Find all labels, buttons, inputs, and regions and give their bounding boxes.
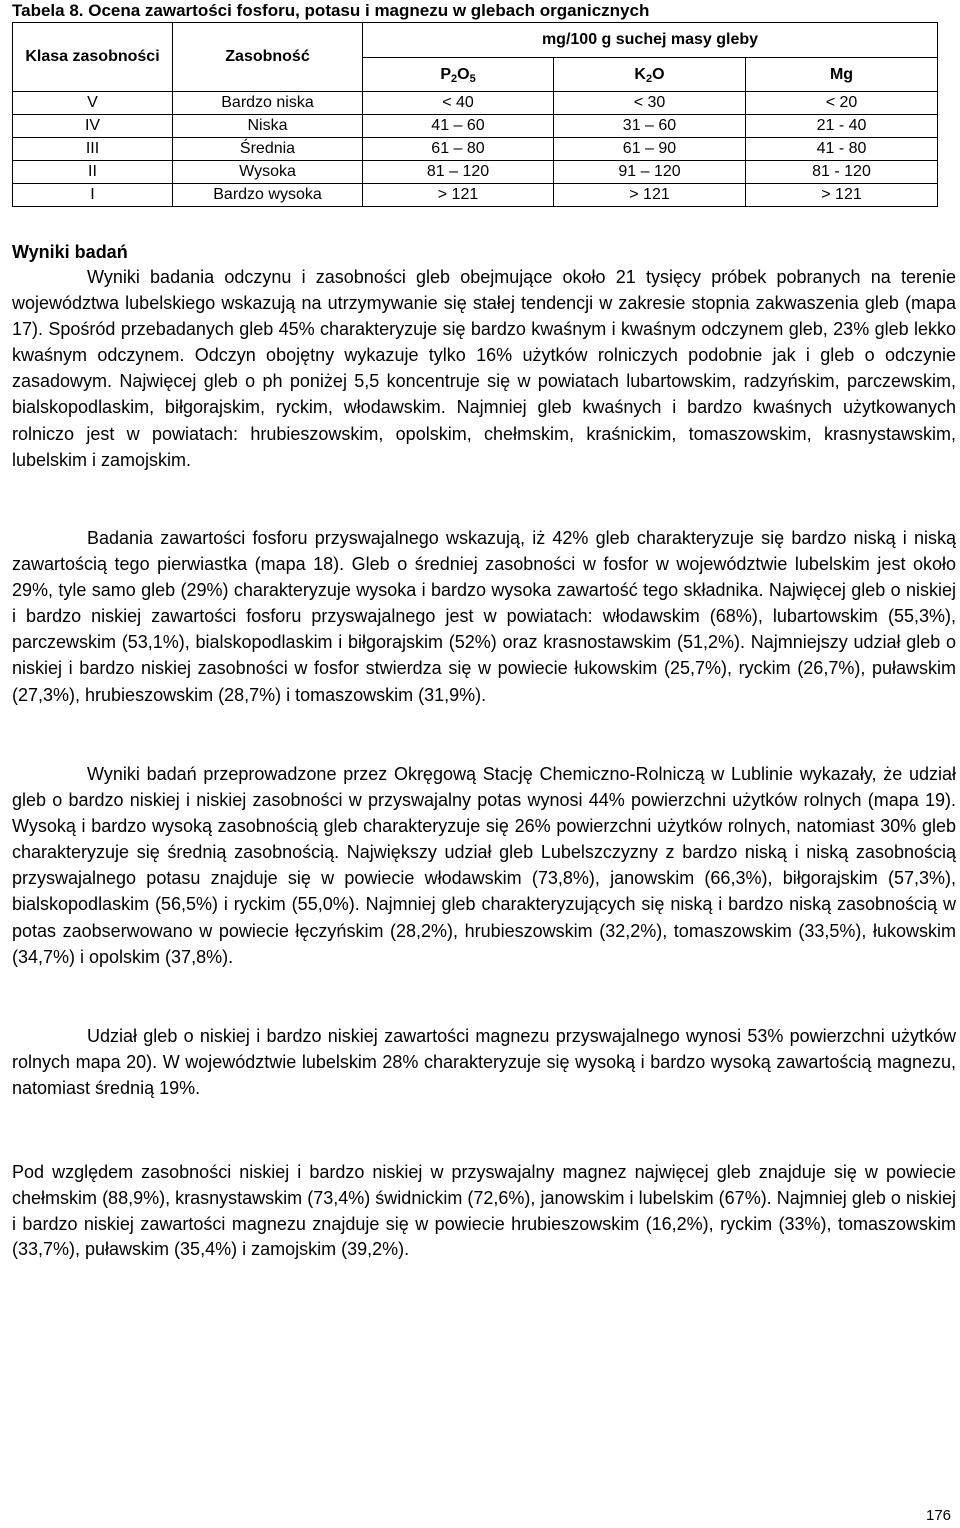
cell-p2o5: < 40 [363, 92, 554, 115]
cell-p2o5: 61 – 80 [363, 138, 554, 161]
paragraph-magnesium: Udział gleb o niskiej i bardzo niskiej zawartości magnezu przyswajalnego wynosi 53% powierzchni użytków rolnych mapa 20). W województwie lubelskim 28% charakteryzuje się wysoką i bardzo wysoką zawartością magnezu, natomiast średnią 19%. [12, 1026, 956, 1099]
cell-k2o: 31 – 60 [554, 115, 746, 138]
cell-abundance: Bardzo wysoka [173, 184, 363, 207]
cell-class: IV [13, 115, 173, 138]
cell-mg: 41 - 80 [746, 138, 938, 161]
cell-class: V [13, 92, 173, 115]
paragraph-magnesium-districts: Pod względem zasobności niskiej i bardzo niskiej w przyswajalny magnez najwięcej gleb znajduje się w powiecie chełmskim (88,9%), krasnystawskim (73,4%) świdnickim (72,6%), janowskim i lubelskim (67%). Najmniej gleb o niskiej i bardzo niskiej zawartości magnezu znajduje się w powiecie hrubieszowskim (16,2%), ryckim (33%), tomaszowskim (33,7%), puławskim (35,4%) i zamojskim (39,2%). [12, 1162, 956, 1260]
page-number: 176 [926, 1507, 952, 1524]
cell-mg: 81 - 120 [746, 161, 938, 184]
header-p2o5: $P_2O_5$ [363, 58, 554, 92]
cell-k2o: < 30 [554, 92, 746, 115]
table-row [13, 138, 938, 161]
cell-p2o5: > 121 [363, 184, 554, 207]
cell-k2o: 61 – 90 [554, 138, 746, 161]
table-header-row [13, 23, 938, 58]
cell-class: III [13, 138, 173, 161]
cell-mg: > 121 [746, 184, 938, 207]
paragraph-acidity: Wyniki badania odczynu i zasobności gleb obejmujące około 21 tysięcy próbek pobranych na terenie województwa lubelskiego wskazują na utrzymywanie się stałej tendencji w zakresie stopnia zakwaszenia gleb (mapa 17). Spośród przebadanych gleb 45% charakteryzuje się bardzo kwaśnym i kwaśnym odczynem gleb, 23% gleb lekko kwaśnym odczynem. Odczyn obojętny wykazuje tylko 16% użytków rolniczych podobnie jak i gleb o odczynie zasadowym. Najwięcej gleb o ph poniżej 5,5 koncentruje się w powiatach lubartowskim, radzyńskim, parczewskim, bialskopodlaskim, biłgorajskim, ryckim, włodawskim. Najmniej gleb kwaśnych i bardzo kwaśnych użytkowanych rolniczo jest w powiatach: hrubieszowskim, opolskim, chełmskim, kraśnickim, tomaszowskim, krasnystawskim, lubelskim i zamojskim. [12, 267, 956, 470]
header-abundance: Zasobność [173, 23, 363, 92]
section-heading: Wyniki badań [12, 242, 128, 262]
paragraph-potassium: Wyniki badań przeprowadzone przez Okręgową Stację Chemiczno-Rolniczą w Lublinie wykazały, że udział gleb o bardzo niskiej i niskiej zasobności w przyswajalny potas wynosi 44% powierzchni użytków rolnych (mapa 19). Wysoką i bardzo wysoką zasobnością gleb charakteryzuje się 26% powierzchni użytków rolnych, natomiast 30% gleb charakteryzuje się średnią zasobnością. Największy udział gleb Lubelszczyzny z bardzo niską i niską zasobnością przyswajalnego potasu znajduje się w powiecie włodawskim (73,8%), janowskim (66,3%), biłgorajskim (57,3%), bialskopodlaskim (56,5%) i ryckim (55,0%). Najmniej gleb charakteryzujących się niską i bardzo niską zasobnością w potas zaobserwowano w powiecie łęczyńskim (28,2%), hrubieszowskim (32,2%), tomaszowskim (33,5%), łukowskim (34,7%) i opolskim (37,8%). [12, 764, 956, 967]
table-row [13, 161, 938, 184]
cell-mg: 21 - 40 [746, 115, 938, 138]
header-k2o: $K_2O$ [554, 58, 746, 92]
cell-abundance: Wysoka [173, 161, 363, 184]
soil-abundance-table [12, 22, 938, 207]
table-row [13, 92, 938, 115]
cell-class: II [13, 161, 173, 184]
table-caption: Tabela 8. Ocena zawartości fosforu, potasu i magnezu w glebach organicznych [12, 1, 650, 20]
cell-p2o5: 41 – 60 [363, 115, 554, 138]
cell-mg: < 20 [746, 92, 938, 115]
cell-p2o5: 81 – 120 [363, 161, 554, 184]
table-row [13, 115, 938, 138]
cell-abundance: Niska [173, 115, 363, 138]
cell-class: I [13, 184, 173, 207]
cell-k2o: 91 – 120 [554, 161, 746, 184]
cell-abundance: Bardzo niska [173, 92, 363, 115]
cell-k2o: > 121 [554, 184, 746, 207]
header-class: Klasa zasobności [13, 23, 173, 92]
cell-abundance: Średnia [173, 138, 363, 161]
header-units: mg/100 g suchej masy gleby [363, 23, 938, 58]
table-row [13, 184, 938, 207]
header-mg: Mg [746, 58, 938, 92]
paragraph-phosphorus: Badania zawartości fosforu przyswajalnego wskazują, iż 42% gleb charakteryzuje się bardzo niską i niską zawartością tego pierwiastka (mapa 18). Gleb o średniej zasobności w fosfor w województwie lubelskim jest około 29%, tyle samo gleb (29%) charakteryzuje wysoka i bardzo wysoka zawartość tego składnika. Najwięcej gleb o niskiej i bardzo niskiej zawartości fosforu przyswajalnego jest w powiatach: włodawskim (68%), lubartowskim (55,3%), parczewskim (53,1%), bialskopodlaskim i biłgorajskim (52%) oraz krasnostawskim (51,2%). Najmniejszy udział gleb o niskiej i bardzo niskiej zasobności w fosfor stwierdza się w powiecie łukowskim (25,7%), ryckim (26,7%), puławskim (27,3%), hrubieszowskim (28,7%) i tomaszowskim (31,9%). [12, 528, 956, 705]
